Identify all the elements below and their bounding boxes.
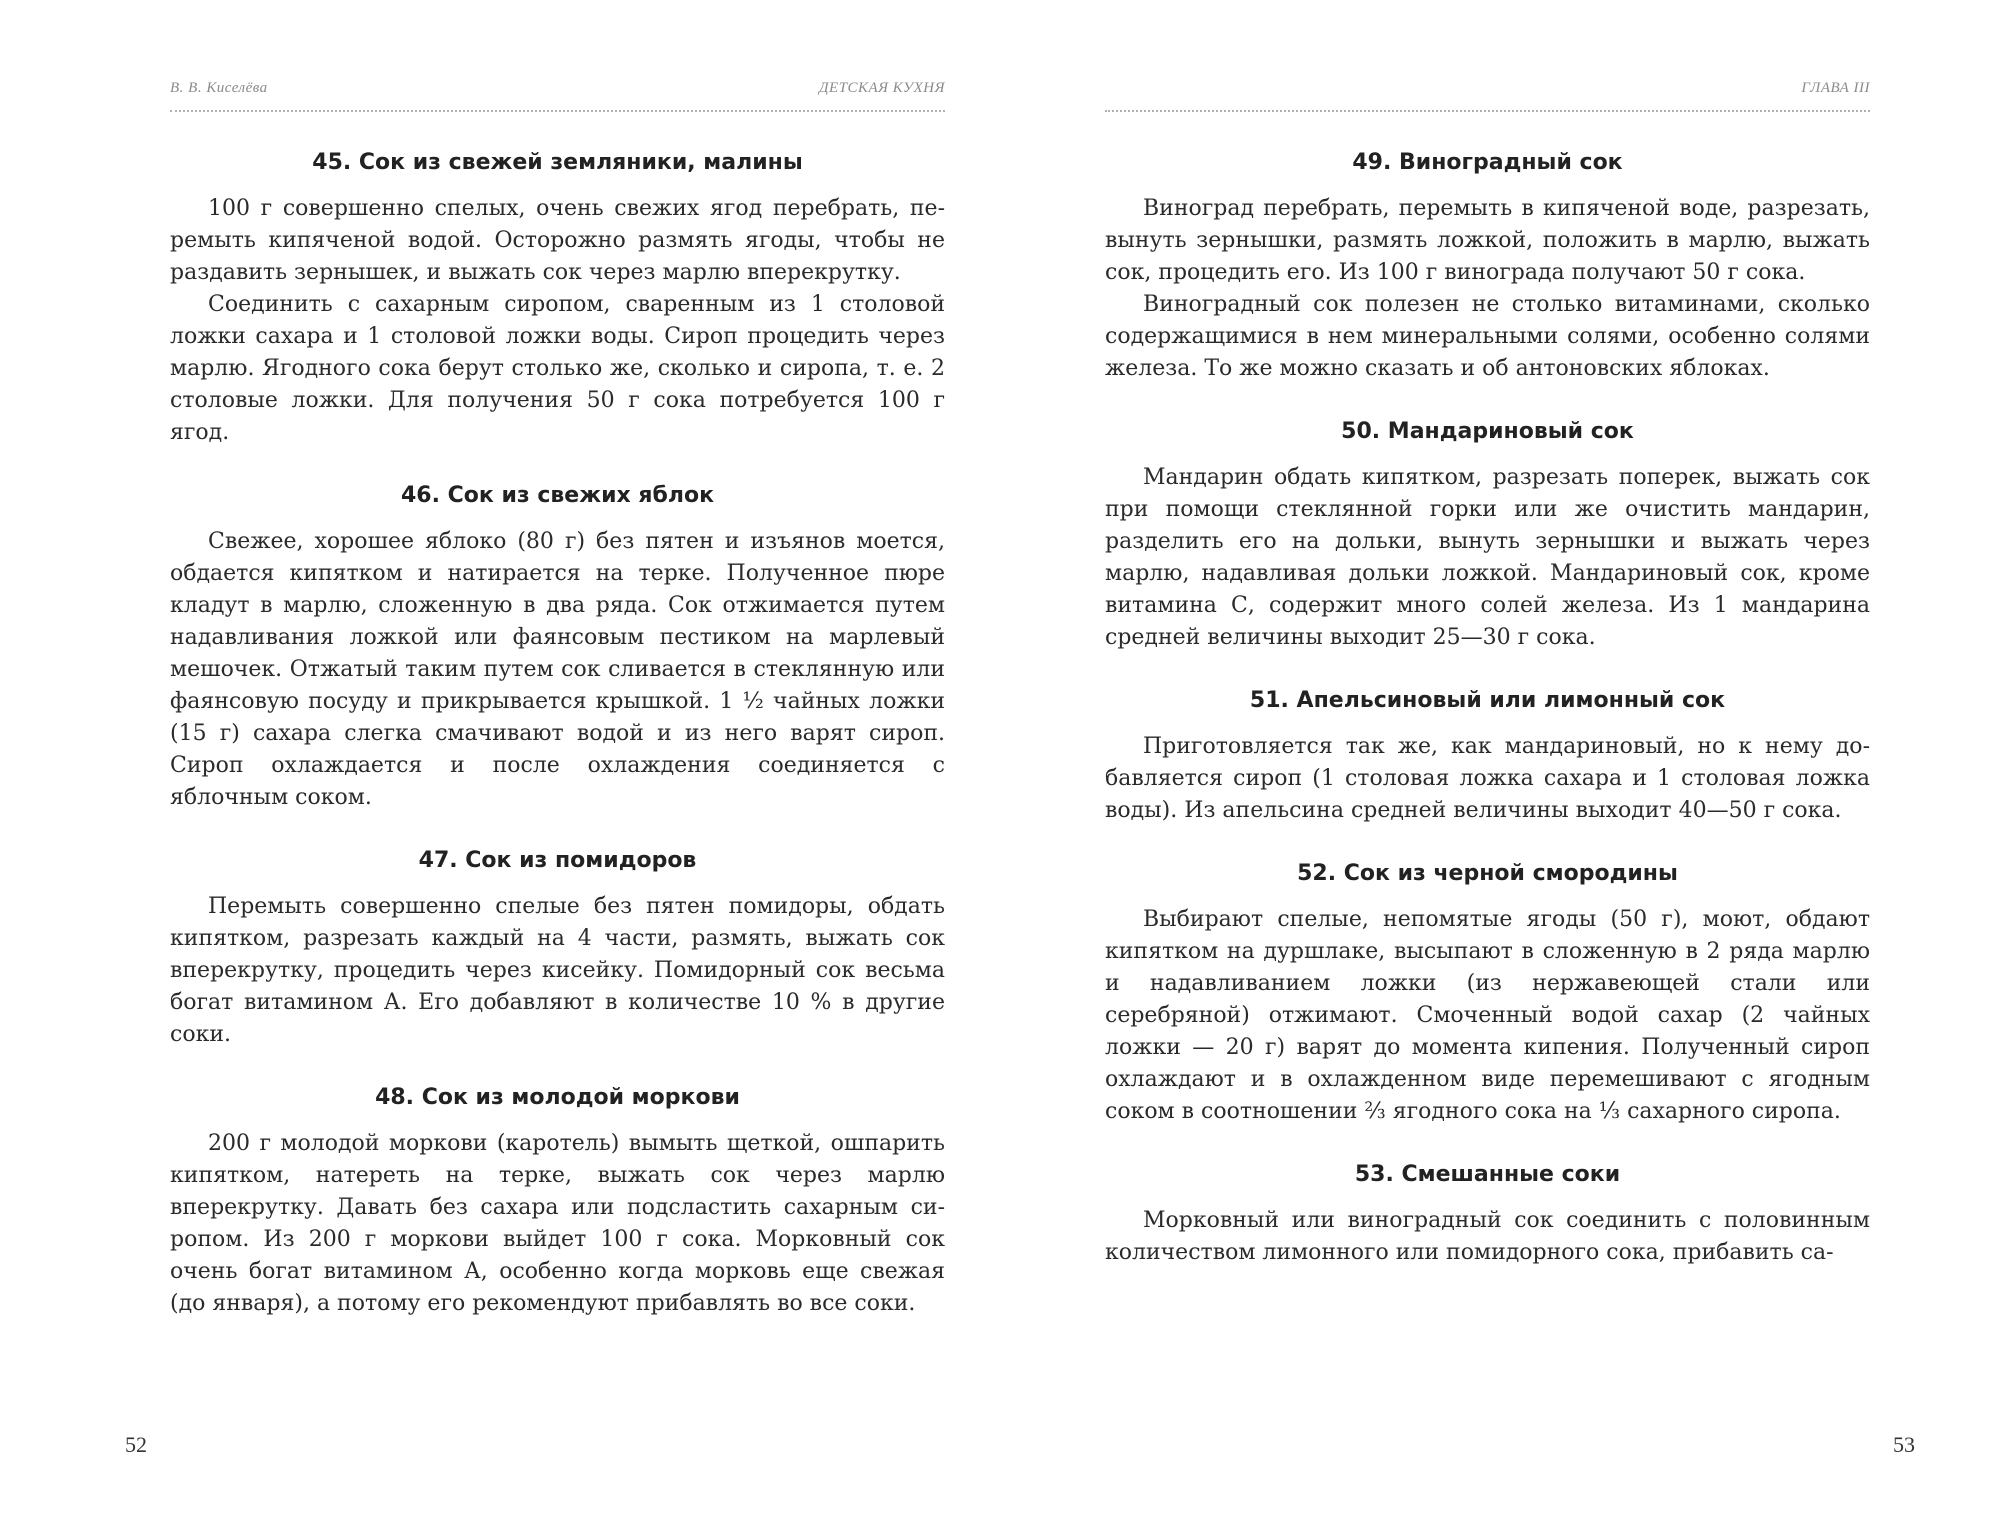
recipe-46	[170, 483, 945, 814]
recipe-45	[170, 150, 945, 449]
recipe-49	[1105, 150, 1870, 385]
left-running-header	[170, 80, 945, 112]
recipe-title: 52. Сок из черной смородины	[1297, 861, 1678, 886]
recipe-47	[170, 848, 945, 1051]
recipe-50	[1105, 419, 1870, 654]
page-number-right: 53	[1893, 1432, 1915, 1457]
right-running-header	[1105, 80, 1870, 112]
recipe-title: 45. Сок из свежей земляники, малины	[312, 150, 803, 175]
header-book-title: ДЕТСКАЯ КУХНЯ	[819, 80, 945, 96]
recipe-title: 50. Мандариновый сок	[1341, 419, 1634, 444]
right-page-content	[1105, 150, 1870, 1303]
recipe-paragraph: Виноградный сок полезен не столько витаминами, сколько содержащимися в нем минеральными солями, особенно солями железа. То же можно сказать и об антоновских яблоках.	[1105, 292, 1870, 381]
recipe-48	[170, 1085, 945, 1320]
recipe-title: 46. Сок из свежих яблок	[400, 483, 715, 508]
recipe-paragraph: Мандарин обдать кипятком, разрезать поперек, выжать сок при помощи стеклянной горки или же очистить мандарин, разделить его на дольки, вынуть зернышки и выжать через марлю, надавливая дольки ложкой. Мандариновый сок, кроме витамина С, содержит много солей железа. Из 1 мандарина средней величины выходит 25—30 г сока.	[1105, 465, 1870, 650]
recipe-paragraph: Морковный или виноградный сок соединить с половинным количеством лимонного или помидорного сока, прибавить са-	[1105, 1208, 1870, 1265]
recipe-paragraph: Выбирают спелые, непомятые ягоды (50 г), моют, обдают кипятком на дуршлаке, высыпают в сложенную в 2 ряда марлю и надавливанием ложки (из нержавеющей стали или серебряной) отжимают. Смоченный водой сахар (2 чайных ложки — 20 г) варят до момента кипения. Полученный сироп охлаждают и в охлажденном виде перемешивают с ягодным соком в соотношении ⅔ ягодного сока на ⅓ сахарного сиропа.	[1105, 907, 1870, 1124]
recipe-paragraph: Приготовляется так же, как мандариновый, но к нему добавляется сироп (1 столовая ложка сахара и 1 столовая ложка воды). Из апельсина средней величины выходит 40—50 г сока.	[1105, 734, 1870, 823]
left-page-content	[170, 150, 945, 1354]
recipe-paragraph: 200 г молодой моркови (каротель) вымыть щеткой, ошпарить кипятком, натереть на терке, выжать сок через марлю вперекрутку. Давать без сахара или подсластить сахарным сиропом. Из 200 г моркови выйдет 100 г сока. Морковный сок очень богат витамином А, особенно когда морковь еще свежая (до января), а потому его рекомендуют прибавлять во все соки.	[170, 1131, 945, 1316]
recipe-title: 47. Сок из помидоров	[418, 848, 697, 873]
recipe-paragraph: Виноград перебрать, перемыть в кипяченой воде, разрезать, вынуть зернышки, размять ложкой, положить в марлю, выжать сок, процедить его. Из 100 г винограда получают 50 г сока.	[1105, 196, 1870, 285]
recipe-paragraph: Свежее, хорошее яблоко (80 г) без пятен и изъянов моется, обдается кипятком и натирается на терке. Полученное пюре кладут в марлю, сложенную в два ряда. Сок отжимается путем надавливания ложкой или фаянсовым пестиком на марлевый мешочек. Отжатый таким путем сок сливается в стеклянную или фаянсовую посуду и прикрывается крышкой. 1 ½ чайных ложки (15 г) сахара слегка смачивают водой и из него варят сироп. Сироп охлаждается и после охлаждения соединяется с яблочным соком.	[170, 529, 945, 810]
recipe-title: 53. Смешанные соки	[1354, 1162, 1621, 1187]
recipe-52	[1105, 861, 1870, 1128]
recipe-53	[1105, 1162, 1870, 1269]
right-page	[1105, 0, 1915, 1522]
recipe-title: 51. Апельсиновый или лимонный сок	[1249, 688, 1726, 713]
recipe-paragraph: 100 г совершенно спелых, очень свежих ягод перебрать, перемыть кипяченой водой. Осторожно размять ягоды, чтобы не раздавить зернышек, и выжать сок через марлю вперекрутку.	[170, 196, 945, 285]
recipe-paragraph: Перемыть совершенно спелые без пятен помидоры, обдать кипятком, разрезать каждый на 4 части, размять, выжать сок вперекрутку, процедить через кисейку. Помидорный сок весьма богат витамином А. Его добавляют в количестве 10 % в другие соки.	[170, 894, 945, 1047]
recipe-title: 48. Сок из молодой моркови	[375, 1085, 740, 1110]
header-author: В. В. Киселёва	[170, 80, 268, 96]
recipe-51	[1105, 688, 1870, 827]
header-chapter: ГЛАВА III	[1801, 80, 1870, 96]
left-page	[125, 0, 945, 1522]
page-number-left: 52	[125, 1432, 147, 1457]
recipe-title: 49. Виноградный сок	[1352, 150, 1623, 175]
recipe-paragraph: Соединить с сахарным сиропом, сваренным из 1 столовой ложки сахара и 1 столовой ложки воды. Сироп процедить через марлю. Ягодного сока берут столько же, сколько и сиропа, т. е. 2 столовые ложки. Для получения 50 г сока потребуется 100 г ягод.	[170, 292, 945, 445]
